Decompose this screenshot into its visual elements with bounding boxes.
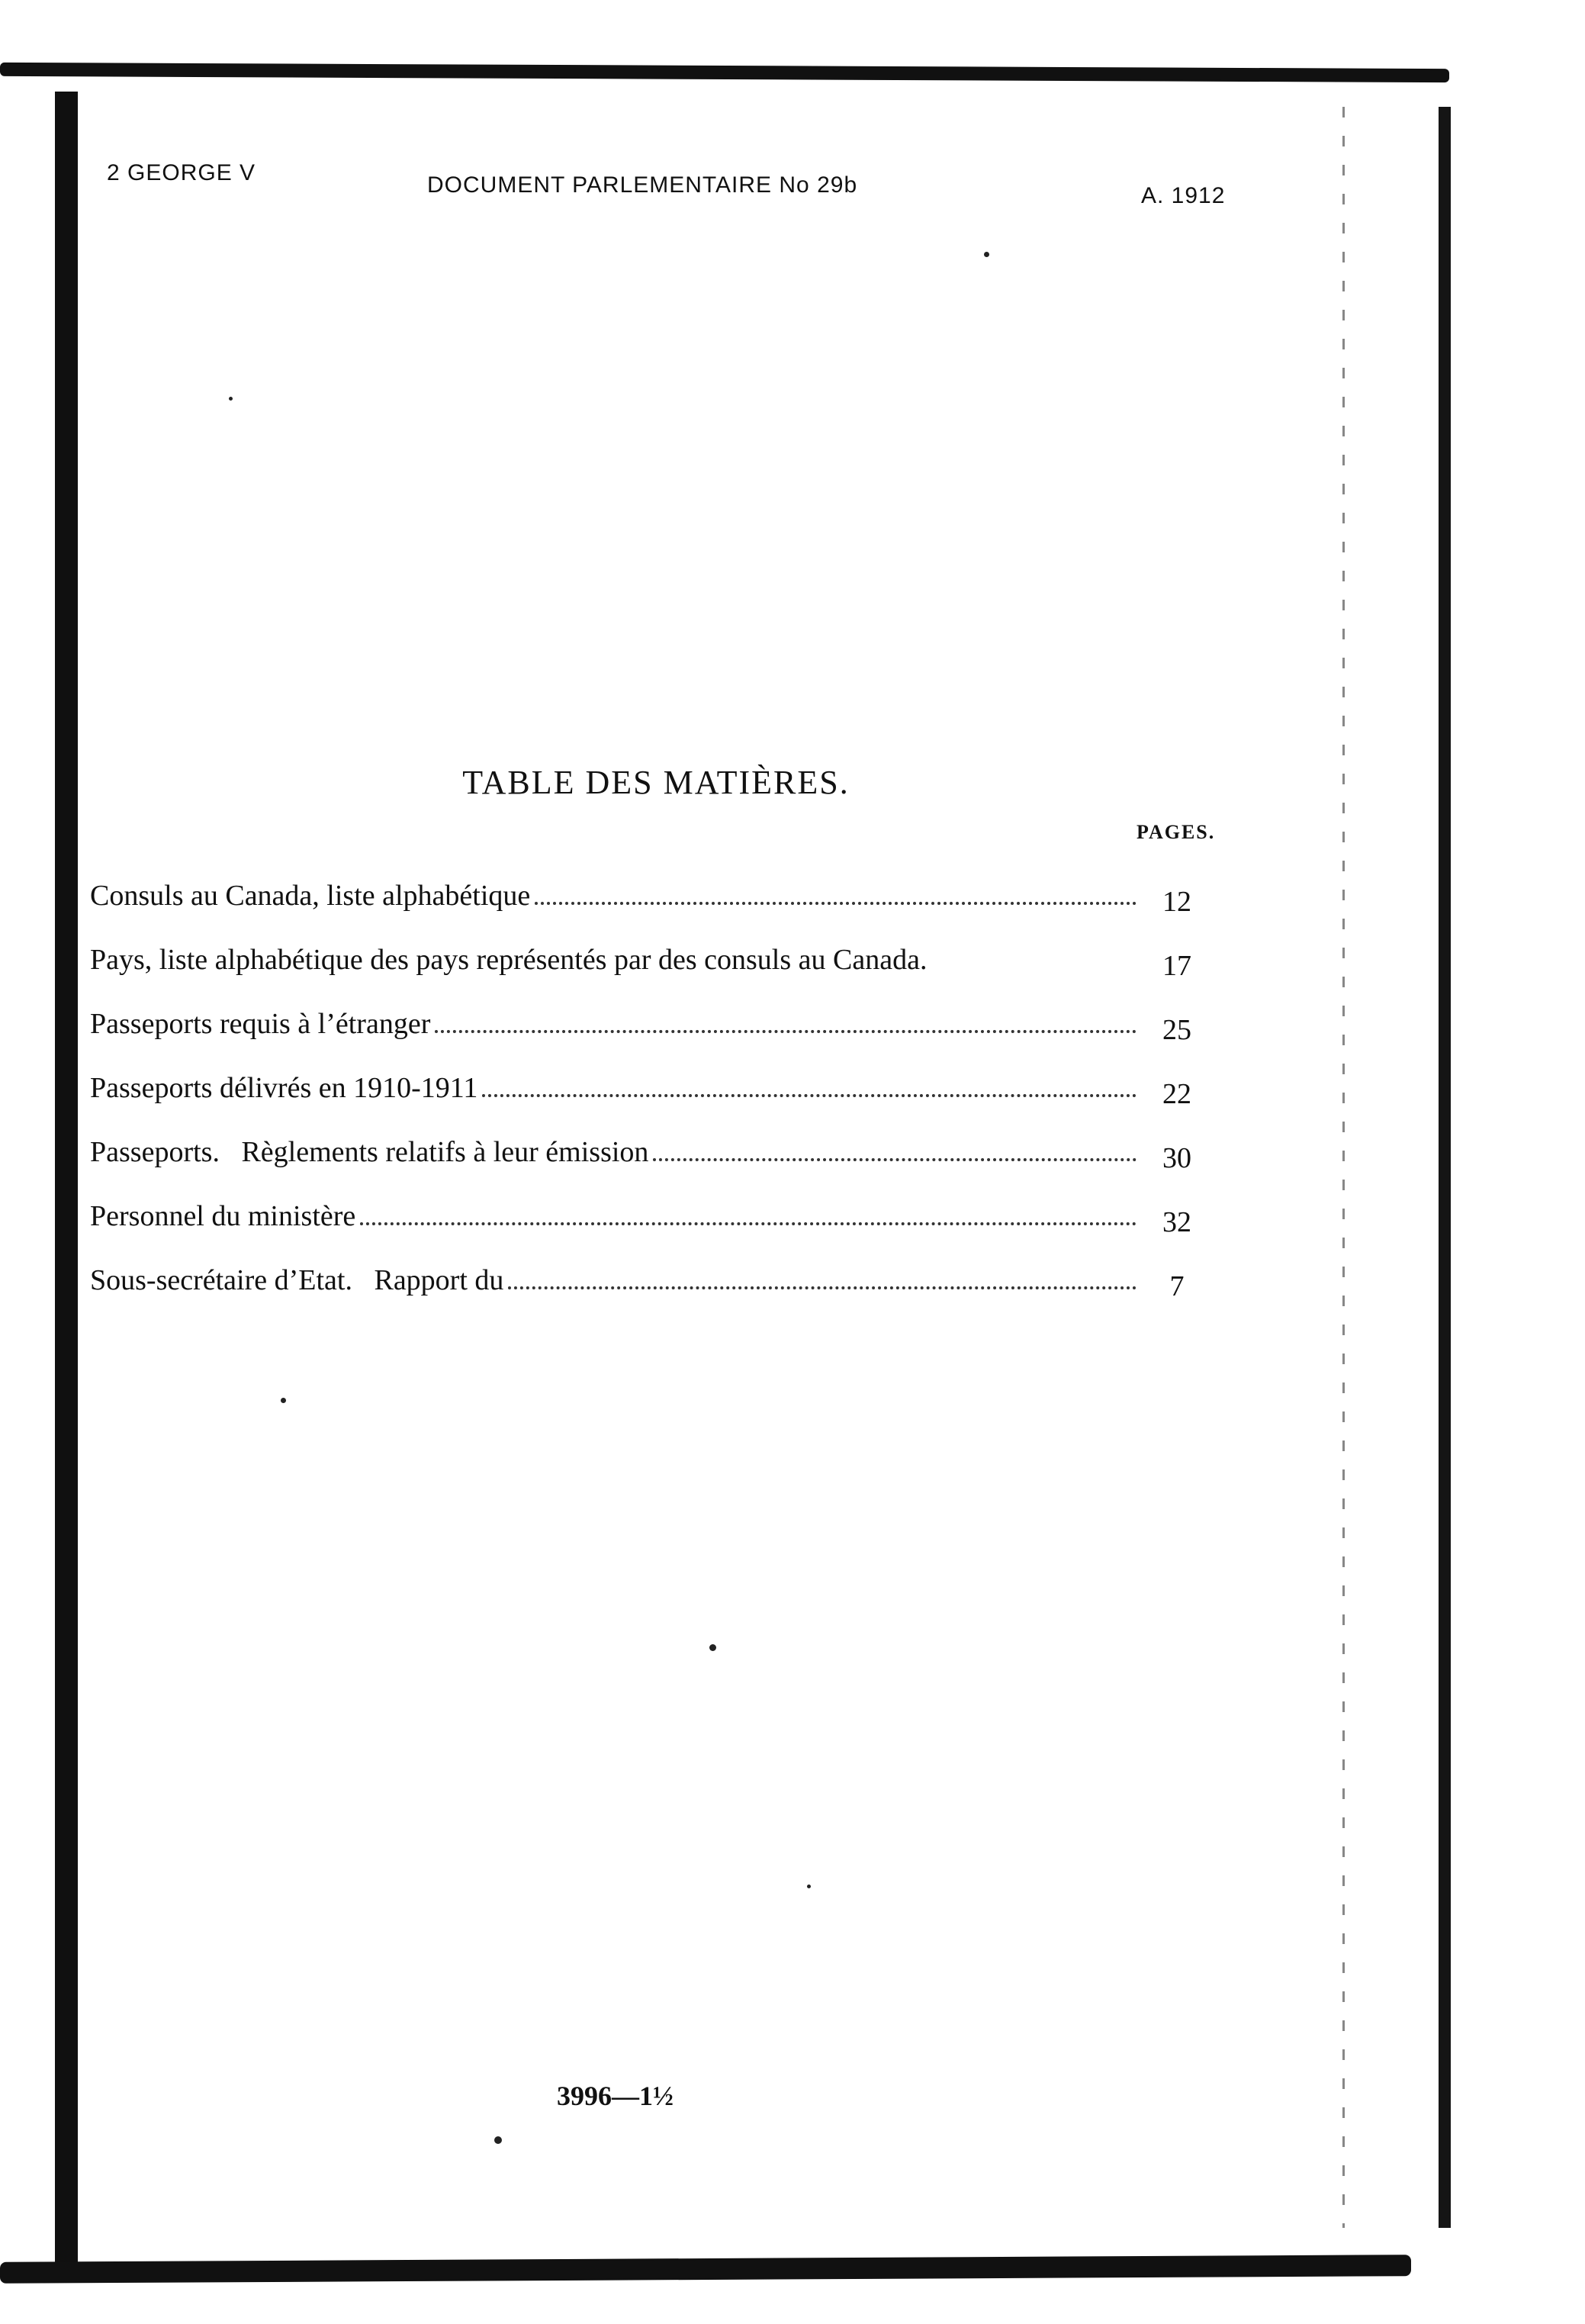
toc-entry-list bbox=[90, 848, 1204, 1302]
toc-entry-label: Personnel du ministère bbox=[90, 1200, 356, 1232]
toc-entry-page: 22 bbox=[1162, 1078, 1191, 1110]
toc-entry bbox=[90, 1041, 1204, 1110]
dot-leader bbox=[435, 1029, 1137, 1033]
toc-entry bbox=[90, 848, 1204, 918]
scan-speck bbox=[709, 1644, 716, 1651]
page-border-right bbox=[1439, 107, 1451, 2228]
dot-leader bbox=[360, 1222, 1137, 1225]
dot-leader bbox=[931, 976, 1146, 977]
scan-speck bbox=[281, 1398, 286, 1403]
header-regnal-year: 2 GEORGE V bbox=[107, 160, 256, 185]
header-year: A. 1912 bbox=[1141, 183, 1226, 208]
toc-entry-page: 7 bbox=[1169, 1270, 1185, 1302]
toc-entry bbox=[90, 977, 1204, 1046]
toc-entry-label: Pays, liste alphabétique des pays représentés par des consuls au Canada. bbox=[90, 944, 928, 976]
dot-leader bbox=[535, 901, 1137, 905]
toc-entry-label: Passeports. Règlements relatifs à leur émission bbox=[90, 1136, 649, 1168]
scan-speck bbox=[807, 1885, 811, 1888]
toc-entry bbox=[90, 913, 1204, 982]
page-edge-shadow bbox=[1342, 107, 1345, 2228]
toc-entry-page: 12 bbox=[1162, 886, 1191, 918]
pages-column-label: PAGES. bbox=[1137, 821, 1216, 843]
toc-entry-page: 25 bbox=[1162, 1014, 1191, 1046]
toc-entry-label: Passeports délivrés en 1910-1911 bbox=[90, 1072, 478, 1104]
scan-speck bbox=[229, 397, 233, 401]
toc-entry-label: Consuls au Canada, liste alphabétique bbox=[90, 880, 531, 912]
toc-entry-page: 17 bbox=[1162, 950, 1191, 982]
toc-entry-page: 32 bbox=[1162, 1206, 1191, 1238]
toc-entry-label: Sous-secrétaire d’Etat. Rapport du bbox=[90, 1264, 504, 1296]
toc-entry bbox=[90, 1169, 1204, 1238]
page-border-top bbox=[0, 63, 1449, 82]
header-document-number: DOCUMENT PARLEMENTAIRE No 29b bbox=[427, 172, 858, 198]
dot-leader bbox=[508, 1286, 1137, 1289]
page-border-left bbox=[55, 92, 78, 2266]
toc-entry bbox=[90, 1233, 1204, 1302]
toc-title: TABLE DES MATIÈRES. bbox=[462, 764, 850, 801]
toc-entry-page: 30 bbox=[1162, 1142, 1191, 1174]
page-border-bottom bbox=[0, 2255, 1411, 2284]
printer-signature-mark: 3996—1½ bbox=[557, 2081, 674, 2111]
toc-entry bbox=[90, 1105, 1204, 1174]
scan-speck bbox=[984, 252, 989, 257]
dot-leader bbox=[482, 1093, 1137, 1097]
scan-speck bbox=[494, 2136, 502, 2144]
dot-leader bbox=[653, 1157, 1137, 1161]
toc-entry-label: Passeports requis à l’étranger bbox=[90, 1008, 431, 1040]
